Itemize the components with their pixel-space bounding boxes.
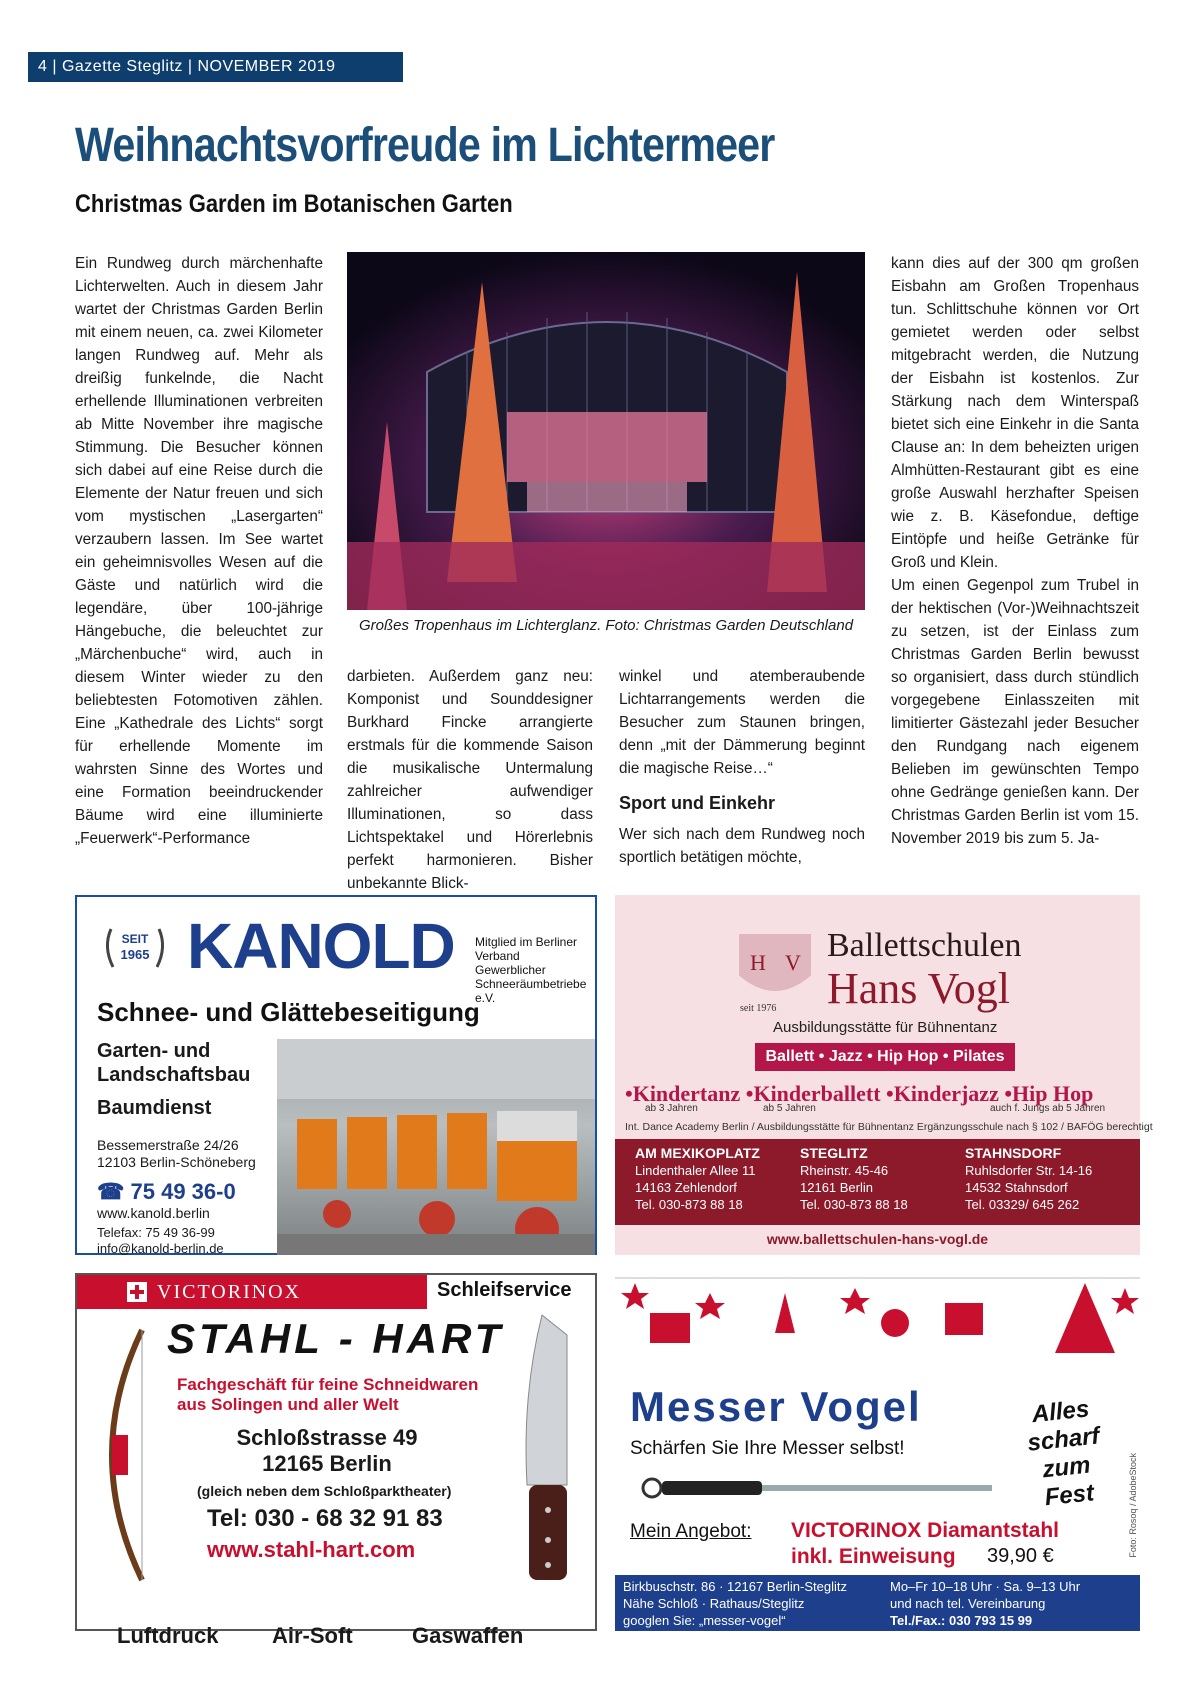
category: Gaswaffen — [412, 1623, 524, 1648]
stahl-hart-ad[interactable] — [75, 1273, 597, 1648]
issue-date: NOVEMBER 2019 — [197, 58, 336, 75]
address-block — [623, 1578, 847, 1629]
location-stahnsdorf — [965, 1145, 1120, 1213]
city: 12165 Berlin — [262, 1451, 392, 1476]
membership-note: Mitglied im Berliner Verband Gewerblicher Schneeräumbetriebe e.V. — [475, 935, 587, 1005]
article-column-2 — [347, 665, 593, 895]
photo-credit: Foto: Rosoq / AdobeStock — [1128, 1453, 1138, 1558]
page-number: 4 — [38, 58, 48, 75]
location-street: Ruhlsdorfer Str. 14-16 — [965, 1163, 1093, 1178]
dance-styles: Ballett • Jazz • Hip Hop • Pilates — [755, 1043, 1015, 1071]
knife-icon — [497, 1315, 587, 1585]
age-note: ab 3 Jahren — [645, 1103, 698, 1114]
emblem-icon — [730, 925, 820, 1005]
shop-description — [177, 1375, 478, 1415]
location-city: 12161 Berlin — [800, 1180, 873, 1195]
location-steglitz — [800, 1145, 955, 1213]
address-line: Birkbuschstr. 86 · 12167 Berlin-Steglitz — [623, 1579, 847, 1594]
address-line: Nähe Schloß · Rathaus/Steglitz — [623, 1596, 805, 1611]
location-tel[interactable]: Tel. 030-873 88 18 — [635, 1197, 743, 1212]
seal-year: 1965 — [120, 947, 150, 962]
age-note: auch f. Jungs ab 5 Jahren — [990, 1103, 1106, 1114]
kanold-ad[interactable] — [75, 895, 597, 1255]
location-tel[interactable]: Tel. 03329/ 645 262 — [965, 1197, 1080, 1212]
page-header: 4 | Gazette Steglitz | NOVEMBER 2019 — [28, 52, 403, 82]
category: Luftdruck — [117, 1623, 219, 1648]
location-city: 14532 Stahnsdorf — [965, 1180, 1068, 1195]
article-column-1 — [75, 252, 323, 850]
paragraph: Wer sich nach dem Rundweg noch sportlich betätigen möchte, — [619, 826, 865, 866]
offer-price: 39,90 € — [987, 1545, 1054, 1567]
paragraph: darbieten. Außerdem ganz neu: Komponist und Sounddesigner Burkhard Fincke arrangierte erstmals für die kommende Saison die musikalische Untermalung zahlreicher aufwendiger Illuminationen, so dass Lichtspektakel und Hörerlebnis perfekt harmonieren. Bisher unbekannte Blick- — [347, 668, 593, 892]
slogan: Schärfen Sie Ihre Messer selbst! — [630, 1438, 905, 1459]
section-heading: Sport und Einkehr — [619, 793, 776, 813]
article-column-3 — [619, 665, 865, 869]
stahl-hart-logo: STAHL - HART — [167, 1315, 505, 1362]
phone-number[interactable]: ☎ 75 49 36-0 — [97, 1179, 236, 1204]
location-street: Rheinstr. 45-46 — [800, 1163, 889, 1178]
phone-number[interactable] — [890, 1612, 1080, 1629]
email-link[interactable]: info@kanold-berlin.de — [97, 1241, 224, 1256]
victorinox-brand: VICTORINOX — [157, 1281, 302, 1303]
svg-text:H: H — [750, 950, 766, 975]
line: scharf zum — [1026, 1422, 1101, 1484]
ballett-title: Ballettschulen — [827, 927, 1022, 964]
phone-text: Tel./Fax.: 030 793 15 99 — [890, 1613, 1033, 1628]
seal-label: SEIT — [121, 932, 149, 946]
ballett-name: Hans Vogl — [827, 964, 1010, 1013]
offer-inkl: inkl. Einweisung — [791, 1545, 956, 1568]
paragraph: winkel und atemberaubende Lichtarrangements werden die Besucher zum Staunen bringen, denn „mit der Dämmerung beginnt die magische Reise…“ — [619, 668, 865, 777]
vehicles-image — [277, 1039, 595, 1255]
category: Air-Soft — [272, 1623, 353, 1648]
age-note: ab 5 Jahren — [763, 1103, 816, 1114]
ballett-ad[interactable] — [615, 895, 1153, 1255]
sharpening-steel-icon — [640, 1473, 1000, 1503]
line: Alles — [1030, 1395, 1091, 1429]
paragraph: Ein Rundweg durch märchenhafte Lichterwelten. Auch in diesem Jahr wartet der Christmas Garden Berlin mit einem neuen, ca. zwei Kilometer langen Rundweg auf. Mehr als dreißig funkelnde, die Nacht erhellende Illuminationen verbreiten ab Mitte November ihre magische Stimmung. Die Besucher können sich dabei auf eine Reise durch die Elemente der Natur freuen und sich vom mystischen „Lasergarten“ verzaubern lassen. Im See wartet ein geheimnisvolles Wesen auf die Gäste und natürlich wird die legendäre, über 100-jährige Hängebuche, die beleuchtet zur „Märchenbuche“ wird, auch in diesem Winter wieder zu den beliebtesten Fotomotiven zählen. Eine „Kathedrale des Lichts“ sorgt für erhellende Momente im wahrsten Sinne des Wortes und eine Formation beeindruckender Bäume wird eine illuminierte „Feuerwerk“-Performance — [75, 255, 323, 847]
kids-classes: •Kindertanz •Kinderballett •Kinderjazz •Hip Hop — [625, 1081, 1094, 1106]
messer-vogel-ad[interactable] — [615, 1273, 1140, 1631]
service-title: Schnee- und Glättebeseitigung — [97, 997, 480, 1027]
location-name: STEGLITZ — [800, 1145, 868, 1161]
service-garten: Garten- und Landschaftsbau — [97, 1040, 251, 1086]
headline: Weihnachtsvorfreude im Lichtermeer — [75, 119, 775, 172]
offer-text: Mein Angebot: — [630, 1521, 752, 1542]
location-mexikoplatz — [635, 1145, 790, 1213]
phone-number[interactable]: Tel: 030 - 68 32 91 83 — [207, 1505, 443, 1532]
subheadline: Christmas Garden im Botanischen Garten — [75, 190, 513, 218]
location-name: AM MEXIKOPLATZ — [635, 1145, 760, 1161]
address — [217, 1425, 437, 1477]
location-street: Lindenthaler Allee 11 — [635, 1163, 756, 1178]
ausbildung: Ausbildungsstätte für Bühnentanz — [773, 1019, 998, 1036]
service-baum: Baumdienst — [97, 1097, 212, 1119]
hours-line: Mo–Fr 10–18 Uhr · Sa. 9–13 Uhr — [890, 1579, 1081, 1594]
street: Schloßstrasse 49 — [236, 1425, 418, 1450]
academy-note: Int. Dance Academy Berlin / Ausbildungsstätte für Bühnentanz Ergänzungsschule nach § 102 / BAFÖG berechtigt — [625, 1121, 1153, 1133]
christmas-decor-icon — [615, 1273, 1140, 1383]
contact-footer — [615, 1575, 1140, 1631]
paragraph: Um einen Gegenpol zum Trubel in der hektischen (Vor-)Weihnachtszeit zu setzen, ist der Einlass zum Christmas Garden Berlin bewusst so organisiert, dass durch stündlich vorgegebene Einlasszeiten mit limitierter Gästezahl jeder Besucher den Rundgang nach eigenem Belieben im gewünschten Tempo ohne Gedränge genießen kann. Der Christmas Garden Berlin ist vom 15. November 2019 bis zum 5. Ja- — [891, 577, 1139, 847]
search-hint: googlen Sie: „messer-vogel“ — [623, 1613, 786, 1628]
street: Bessemerstraße 24/26 — [97, 1137, 239, 1153]
hours-line: und nach tel. Vereinbarung — [890, 1596, 1046, 1611]
website-link[interactable]: www.kanold.berlin — [97, 1205, 210, 1221]
article-column-4 — [891, 252, 1139, 850]
fax: Telefax: 75 49 36-99 — [97, 1225, 215, 1240]
service-label: Schleifservice — [437, 1279, 572, 1301]
line: Fest — [1043, 1479, 1096, 1512]
website-link[interactable]: www.stahl-hart.com — [207, 1537, 416, 1562]
messer-vogel-title: Messer Vogel — [630, 1383, 922, 1430]
svg-text:V: V — [785, 950, 801, 975]
kanold-logo: KANOLD — [187, 910, 455, 982]
hours-block — [890, 1578, 1080, 1629]
article-photo — [347, 252, 865, 610]
line: Fachgeschäft für feine Schneidwaren — [177, 1375, 479, 1394]
founded: seit 1976 — [740, 1003, 777, 1014]
location-tel[interactable]: Tel. 030-873 88 18 — [800, 1197, 908, 1212]
address — [97, 1137, 256, 1171]
alles-scharf — [1004, 1393, 1125, 1516]
location-note: (gleich neben dem Schloßparktheater) — [197, 1483, 452, 1499]
location-city: 14163 Zehlendorf — [635, 1180, 737, 1195]
laurel-seal-icon — [101, 919, 169, 975]
tropenhaus-photo — [347, 252, 865, 610]
offer-product: VICTORINOX Diamantstahl — [791, 1519, 1059, 1542]
location-name: STAHNSDORF — [965, 1145, 1062, 1161]
locations — [615, 1139, 1140, 1225]
publication-name: Gazette Steglitz — [61, 58, 183, 75]
city: 12103 Berlin-Schöneberg — [97, 1154, 256, 1170]
bow-icon — [92, 1325, 162, 1585]
swiss-cross-icon — [127, 1282, 147, 1302]
paragraph: kann dies auf der 300 qm großen Eisbahn am Großen Tropenhaus tun. Schlittschuhe können vor Ort gemietet werden oder selbst mitgebracht werden, die Nutzung der Eisbahn ist kostenlos. Zur Stärkung nach dem Winterspaß bietet sich eine Einkehr in die Santa Clause an: In dem beheizten urigen Almhütten-Restaurant gibt es eine große Auswahl herzhafter Speisen wie z. B. Käsefondue, deftige Eintöpfe und heiße Getränke für Groß und Klein. — [891, 255, 1139, 571]
vehicle-fleet-photo — [277, 1039, 595, 1255]
line: aus Solingen und aller Welt — [177, 1395, 399, 1414]
website-link[interactable]: www.ballettschulen-hans-vogl.de — [766, 1231, 989, 1247]
offer-label — [630, 1521, 751, 1543]
contact-info — [97, 1225, 224, 1257]
photo-caption: Großes Tropenhaus im Lichterglanz. Foto: Christmas Garden Deutschland — [358, 617, 854, 634]
